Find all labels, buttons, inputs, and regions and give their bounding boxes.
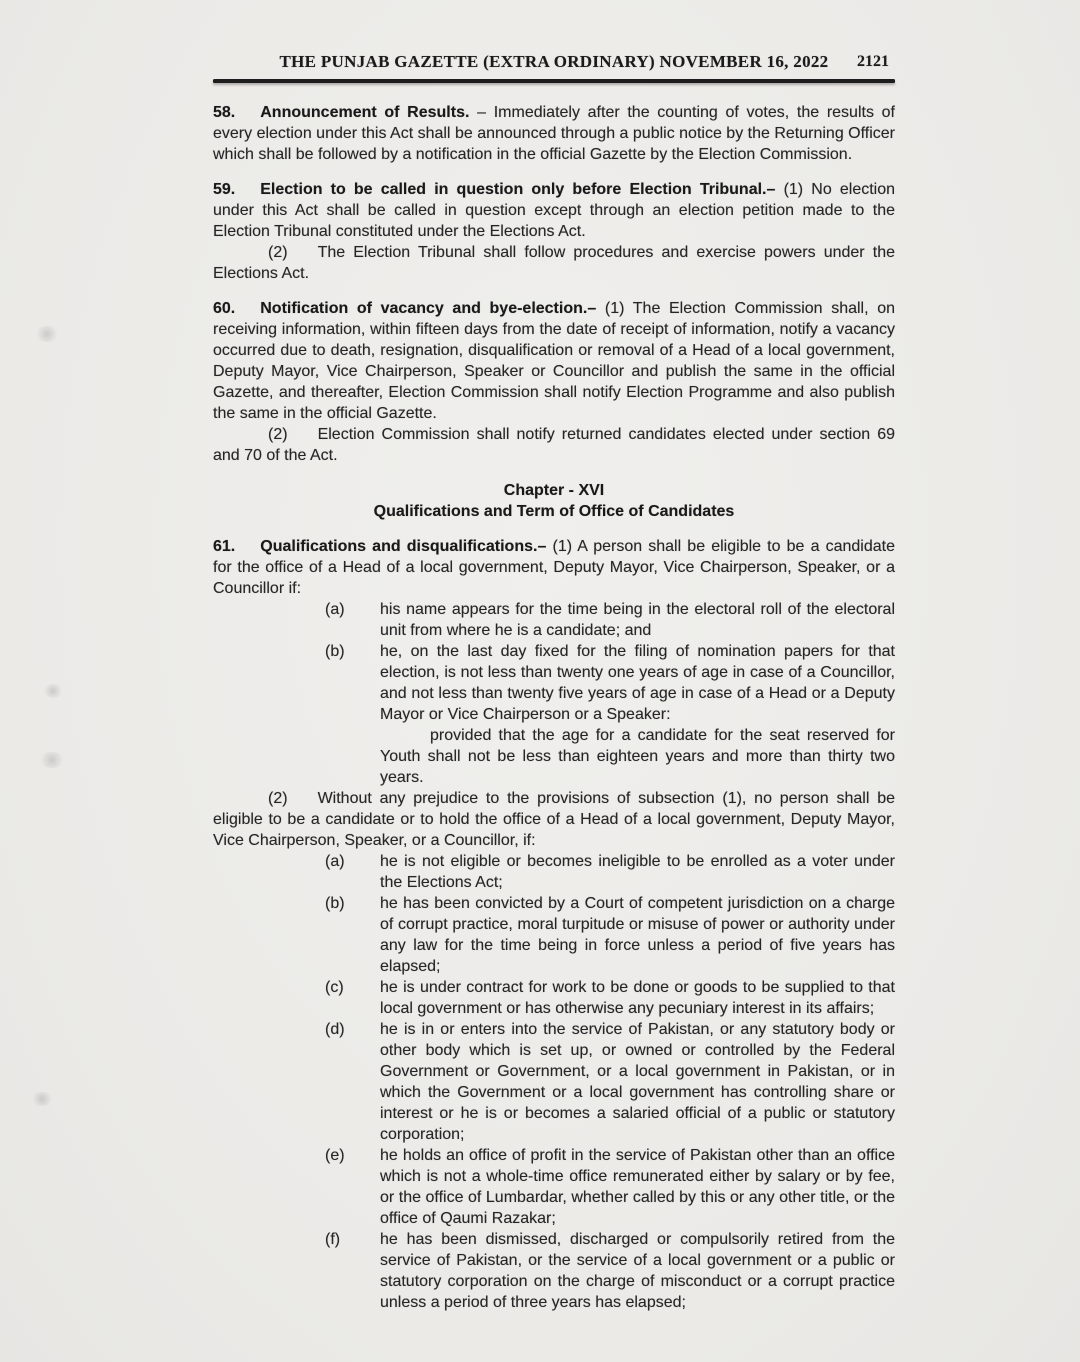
- clause-2c: [325, 977, 895, 1019]
- clause-label: (e): [325, 1147, 345, 1164]
- subsection-label: (2): [268, 244, 288, 261]
- section-59: [213, 179, 895, 284]
- clause-1b: [325, 641, 895, 788]
- subsection-label: (2): [268, 790, 288, 807]
- section-61-subsection-2: [213, 788, 895, 851]
- clause-2f: [325, 1229, 895, 1313]
- clause-body: [380, 641, 895, 788]
- clause-list-2: [325, 851, 895, 1313]
- section-60: [213, 298, 895, 466]
- clause-text: he is in or enters into the service of Pakistan, or any statutory body or other body which is set up, or owned or controlled by the Federal Government or Government, or a local government in Pakistan, or in which the Government or a local government has controlling share or interest or he is or becomes a salaried official of a public or statutory corporation;: [380, 1021, 895, 1143]
- subsection-label: (2): [268, 426, 288, 443]
- clause-text: he, on the last day fixed for the filing of nomination papers for that election, is not less than twenty one years of age in case of a Councillor, and not less than twenty five years of age in case of a Head or a Deputy Mayor or Vice Chairperson or a Speaker:: [380, 643, 895, 723]
- header-row: [213, 52, 895, 74]
- clause-label: (c): [325, 979, 344, 996]
- scan-smudge: [34, 326, 60, 342]
- clause-label: (b): [325, 895, 345, 912]
- clause-text: his name appears for the time being in the electoral roll of the electoral unit from where he is a candidate; and: [380, 601, 895, 639]
- scan-smudge: [42, 684, 64, 698]
- chapter-number: Chapter - XVI: [503, 482, 605, 499]
- clause-2a: [325, 851, 895, 893]
- clause-label: (a): [325, 853, 345, 870]
- scan-smudge: [38, 752, 66, 768]
- section-60-heading: Notification of vacancy and bye-election.–: [260, 300, 597, 317]
- subsection-text: The Election Tribunal shall follow procedures and exercise powers under the Elections Act.: [213, 244, 895, 282]
- section-60-subsection-2: [213, 424, 895, 466]
- gazette-header-title: THE PUNJAB GAZETTE (EXTRA ORDINARY) NOVEMBER 16, 2022: [279, 52, 829, 71]
- section-60-paragraph: [213, 298, 895, 424]
- section-58-heading: Announcement of Results.: [260, 104, 470, 121]
- section-59-heading: Election to be called in question only before Election Tribunal.–: [260, 181, 776, 198]
- section-59-subsection-2: [213, 242, 895, 284]
- clause-text: he has been dismissed, discharged or compulsorily retired from the service of Pakistan, or the service of a local government or a public or statutory corporation on the charge of misconduct or a corrupt practice unless a period of three years has elapsed;: [380, 1231, 895, 1311]
- section-59-text: (1) No election under this Act shall be called in question except through an election petition made to the Election Tribunal constituted under the Elections Act.: [213, 181, 896, 240]
- section-58-number: 58.: [213, 104, 236, 121]
- chapter-title: Qualifications and Term of Office of Candidates: [373, 503, 735, 520]
- section-60-number: 60.: [213, 300, 236, 317]
- clause-2b: [325, 893, 895, 977]
- section-59-paragraph: [213, 179, 895, 242]
- clause-2d: [325, 1019, 895, 1145]
- subsection-text: Without any prejudice to the provisions of subsection (1), no person shall be eligible to be a candidate or to hold the office of a Head of a local government, Deputy Mayor, Vice Chairperson, Speaker, or a Councillor, if:: [213, 790, 895, 849]
- clause-2e: [325, 1145, 895, 1229]
- section-60-text: (1) The Election Commission shall, on receiving information, within fifteen days from the date of receipt of information, notify a vacancy occurred due to death, resignation, disqualification or removal of a Head of a local government, Deputy Mayor, Vice Chairperson, Speaker or Councillor and publish the same in the official Gazette, and thereafter, Election Commission shall notify Election Programme and also publish the same in the official Gazette.: [213, 300, 895, 422]
- section-61-text: (1) A person shall be eligible to be a candidate for the office of a Head of a local government, Deputy Mayor, Vice Chairperson, Speaker, or a Councillor if:: [213, 538, 895, 597]
- section-58-text: – Immediately after the counting of votes, the results of every election under this Act shall be announced through a public notice by the Returning Officer which shall be followed by a notification in the official Gazette by the Election Commission.: [213, 104, 895, 163]
- clause-label: (a): [325, 601, 345, 618]
- scan-smudge: [30, 1092, 54, 1106]
- section-58-paragraph: [213, 102, 895, 165]
- clause-text: he is under contract for work to be done or goods to be supplied to that local government or has otherwise any pecuniary interest in its affairs;: [380, 979, 895, 1017]
- page-number: 2121: [857, 53, 889, 70]
- clause-proviso: provided that the age for a candidate for the seat reserved for Youth shall not be less than eighteen years and more than thirty two years.: [380, 727, 895, 786]
- chapter-heading: [213, 480, 895, 522]
- clause-label: (d): [325, 1021, 345, 1038]
- clause-text: he is not eligible or becomes ineligible to be enrolled as a voter under the Elections Act;: [380, 853, 895, 891]
- section-61-paragraph: [213, 536, 895, 599]
- subsection-text: Election Commission shall notify returned candidates elected under section 69 and 70 of the Act.: [213, 426, 895, 464]
- clause-list-1: [325, 599, 895, 788]
- document-body: [213, 83, 895, 1313]
- clause-1a: [325, 599, 895, 641]
- section-59-number: 59.: [213, 181, 236, 198]
- clause-label: (f): [325, 1231, 341, 1248]
- section-61-number: 61.: [213, 538, 236, 555]
- section-61: [213, 536, 895, 1313]
- clause-text: he holds an office of profit in the service of Pakistan other than an office which is not a whole-time office remunerated either by salary or by fee, or the office of Lumbardar, whether called by this or any other title, or the office of Qaumi Razakar;: [380, 1147, 895, 1227]
- page-header: [213, 0, 895, 83]
- clause-text: he has been convicted by a Court of competent jurisdiction on a charge of corrupt practice, moral turpitude or misuse of power or authority under any law for the time being in force unless a period of five years has elapsed;: [380, 895, 895, 975]
- clause-label: (b): [325, 643, 345, 660]
- section-61-heading: Qualifications and disqualifications.–: [260, 538, 547, 555]
